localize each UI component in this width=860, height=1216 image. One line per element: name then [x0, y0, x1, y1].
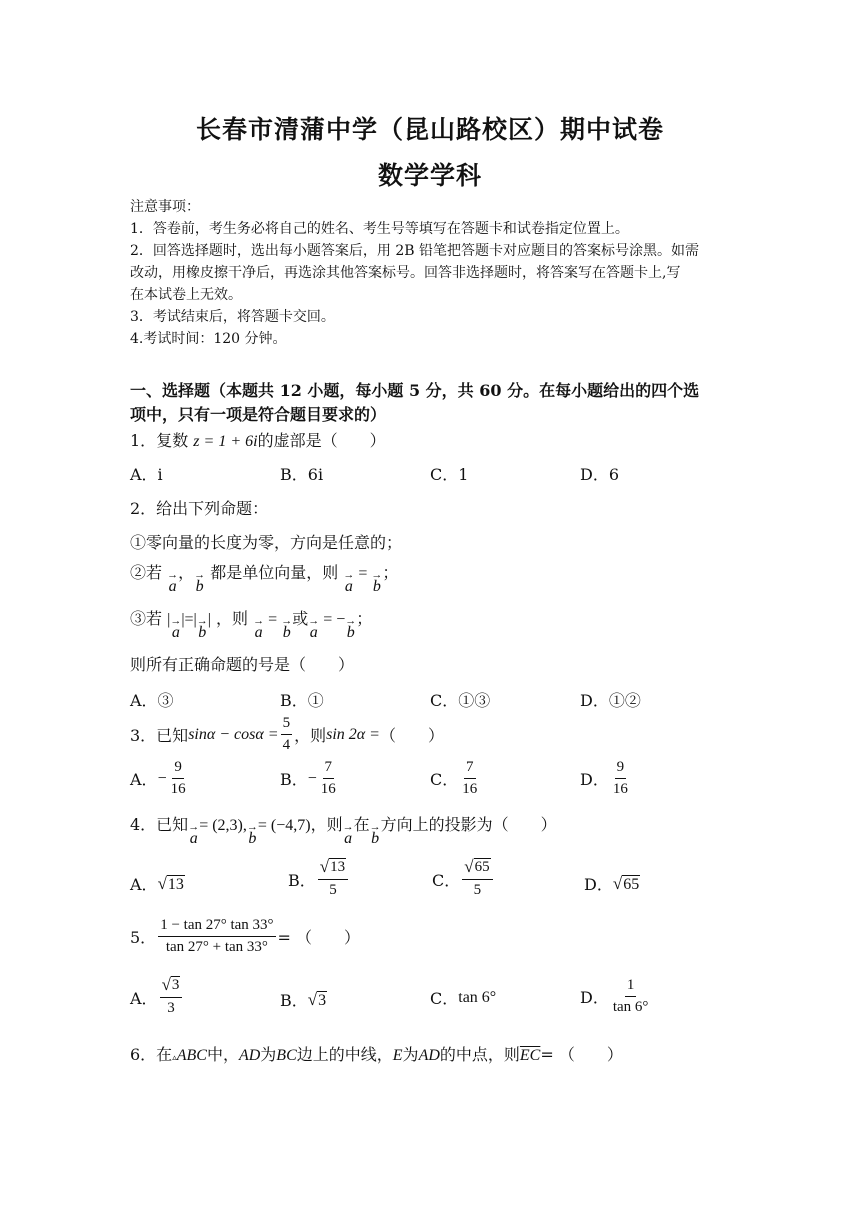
question-2-stem: 2．给出下列命题： — [130, 499, 269, 518]
q3-option-d: D． $\frac{9}{16}$ — [580, 759, 628, 797]
q5-option-c: C． tan 6° — [430, 988, 497, 1008]
q2-option-a: A．③ — [130, 691, 174, 710]
notice-heading: 注意事项： — [130, 199, 200, 215]
notice-line: 在本试卷上无效。 — [130, 287, 242, 303]
q1-option-a: A．i — [130, 465, 163, 484]
notice-line: 3．考试结束后，将答题卡交回。 — [130, 309, 335, 325]
section-heading-line2: 项中，只有一项是符合题目要求的） — [130, 405, 387, 424]
question-3: 3．已知 sinα − cosα = $\frac{5}{4}$ ，则 sin 2α = （ ） — [130, 715, 444, 753]
q4-option-b: B． √ 13 5 — [288, 858, 350, 900]
q1-expression: z = 1 + 6i — [193, 433, 258, 450]
q3-option-b: B． − $\frac{7}{16}$ — [280, 759, 336, 797]
q5-option-a: A． √ 3 3 — [130, 976, 184, 1018]
question-5: 5． $\frac{1 - \tan 27^\circ \tan 33^\circ}{\tan 27^\circ + \tan 33^\circ}$ = （ ） — [130, 917, 361, 955]
notice-line: 4.考试时间：120 分钟。 — [130, 331, 287, 347]
q5-fraction: $\frac{1 - \tan 27^\circ \tan 33^\circ}{\tan 27^\circ + \tan 33^\circ}$ — [160, 917, 274, 955]
q1-option-b: B．6i — [280, 465, 324, 484]
q2-option-d: D．①② — [580, 691, 641, 710]
q2-option-b: B．① — [280, 691, 324, 710]
q2-proposition-1: ①零向量的长度为零，方向是任意的； — [130, 533, 403, 552]
q3-fraction: $\frac{5}{4}$ — [282, 715, 291, 753]
section-heading-line1: 一、选择题（本题共 12 小题，每小题 5 分，共 60 分。在每小题给出的四个选 — [130, 381, 700, 400]
question-6: 6．在▵ABC中，AD为BC边上的中线，E为AD的中点，则$\overline{EC}=$ （ ） — [130, 1045, 623, 1064]
q2-proposition-2: ②若 → a ， → b 都是单位向量，则 → a = → b ； — [130, 563, 399, 595]
q2-proposition-3: ③若 | → a |=| → b | ，则 → a = → b 或 → a = − → b ； — [130, 609, 373, 641]
notice-line: 1．答卷前，考生务必将自己的姓名、考生号等填写在答题卡和试卷指定位置上。 — [130, 221, 629, 237]
notice-line: 2．回答选择题时，选出每小题答案后，用 2B 铅笔把答题卡对应题目的答案标号涂黑。如需 — [130, 243, 700, 259]
q2-ask: 则所有正确命题的号是（ ） — [130, 655, 355, 674]
q1-option-d: D．6 — [580, 465, 620, 484]
q5-option-d: D． $\frac{1}{\tan 6^\circ}$ — [580, 977, 649, 1015]
q4-option-d: D． √ 65 — [584, 873, 640, 894]
page-subtitle: 数学学科 — [377, 161, 482, 190]
question-4: 4．已知 → a = (2,3), → b = (−4,7)，则 → a 在 → b 方向上的投影为（ ） — [130, 815, 557, 847]
q2-option-c: C．①③ — [430, 691, 491, 710]
notice-block — [130, 196, 699, 350]
q4-option-c: C． √ 65 5 — [432, 858, 495, 900]
q5-option-b: B． √ 3 — [280, 989, 327, 1010]
notice-line: 改动，用橡皮擦干净后，再选涂其他答案标号。回答非选择题时，将答案写在答题卡上,写 — [130, 265, 681, 281]
q1-option-c: C．1 — [430, 465, 469, 484]
page-title: 长春市清蒲中学（昆山路校区）期中试卷 — [195, 115, 664, 144]
q4-option-a: A． √ 13 — [130, 873, 184, 894]
q3-option-c: C． $\frac{7}{16}$ — [430, 759, 478, 797]
question-1: 1．复数 z = 1 + 6i的虚部是（ ） — [130, 431, 386, 450]
q3-option-a: A． − $\frac{9}{16}$ — [130, 759, 186, 797]
